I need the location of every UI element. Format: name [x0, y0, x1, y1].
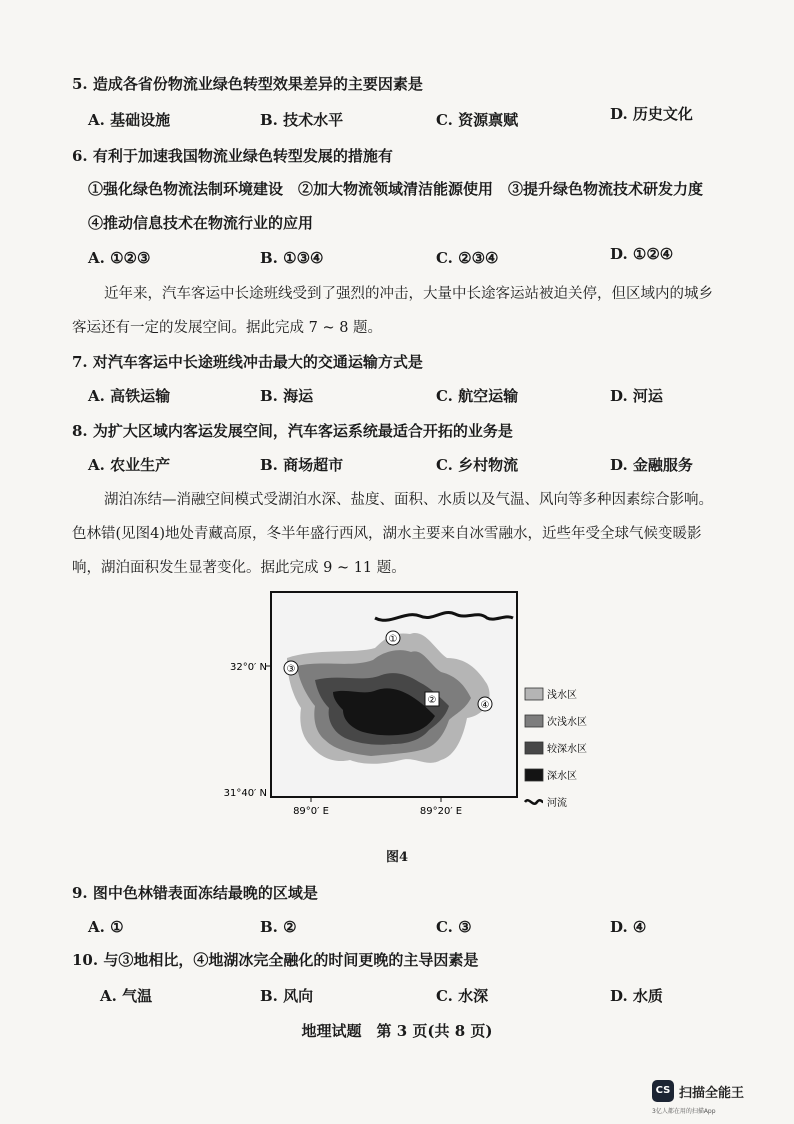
- q6-stem: 6. 有利于加速我国物流业绿色转型发展的措施有: [72, 147, 393, 165]
- q6-items-line1: ①强化绿色物流法制环境建设 ②加大物流领域清洁能源使用 ③提升绿色物流技术研发力度: [88, 180, 704, 198]
- q6-items-line2: ④推动信息技术在物流行业的应用: [88, 214, 314, 232]
- legend-label-secondary-shallow: 次浅水区: [547, 717, 587, 728]
- q6-option-d: D. ①②④: [610, 245, 674, 263]
- passage1-line2: 客运还有一定的发展空间。据此完成 7 ~ 8 题。: [72, 320, 383, 336]
- legend-label-deeper: 较深水区: [547, 744, 587, 755]
- svg-text:③: ③: [286, 664, 296, 675]
- q5-option-b: B. 技术水平: [260, 111, 344, 129]
- svg-text:④: ④: [480, 700, 490, 711]
- q9-option-c: C. ③: [436, 918, 472, 936]
- passage2-line3: 响，湖泊面积发生显著变化。据此完成 9 ~ 11 题。: [72, 560, 406, 576]
- q9-option-b: B. ②: [260, 918, 297, 936]
- legend-swatch-deeper: [525, 742, 543, 754]
- page-footer: 地理试题 第 3 页(共 8 页): [301, 1022, 493, 1040]
- q7-stem: 7. 对汽车客运中长途班线冲击最大的交通运输方式是: [72, 353, 423, 371]
- watermark-title: 扫描全能王: [679, 1086, 745, 1101]
- q10-option-b: B. 风向: [260, 987, 314, 1005]
- marker-1: [386, 631, 400, 645]
- q6-option-b: B. ①③④: [260, 249, 324, 267]
- q7-option-c: C. 航空运输: [436, 387, 519, 405]
- legend-label-river: 河流: [547, 798, 567, 809]
- q6-option-c: C. ②③④: [436, 249, 499, 267]
- q8-stem: 8. 为扩大区域内客运发展空间，汽车客运系统最适合开拓的业务是: [72, 422, 513, 440]
- figure-caption: 图4: [385, 850, 409, 865]
- q7-option-d: D. 河运: [610, 387, 663, 405]
- lat-top-label: 32°0′ N: [229, 662, 267, 673]
- lat-bottom-label: 31°40′ N: [223, 788, 267, 799]
- svg-text:②: ②: [427, 695, 437, 706]
- q10-option-a: A. 气温: [100, 987, 153, 1005]
- q9-option-d: D. ④: [610, 918, 647, 936]
- q10-stem: 10. 与③地相比，④地湖冰完全融化的时间更晚的主导因素是: [72, 951, 479, 969]
- figure4-lake-map: [215, 588, 587, 828]
- q5-option-c: C. 资源禀赋: [436, 111, 519, 129]
- marker-2: [425, 692, 439, 706]
- q8-option-a: A. 农业生产: [88, 456, 171, 474]
- cs-logo-icon: CS: [652, 1080, 674, 1102]
- q5-option-d: D. 历史文化: [610, 105, 693, 123]
- legend-label-deep: 深水区: [547, 771, 577, 782]
- map-legend: [525, 688, 587, 809]
- q8-option-c: C. 乡村物流: [436, 456, 519, 474]
- passage2-line1: 湖泊冻结—消融空间模式受湖泊水深、盐度、面积、水质以及气温、风向等多种因素综合影响。: [104, 492, 713, 508]
- passage1-line1: 近年来，汽车客运中长途班线受到了强烈的冲击，大量中长途客运站被迫关停，但区域内的城乡: [104, 286, 713, 302]
- lon-left-label: 89°0′ E: [293, 806, 329, 817]
- legend-swatch-secondary-shallow: [525, 715, 543, 727]
- q7-option-b: B. 海运: [260, 387, 314, 405]
- q10-option-d: D. 水质: [610, 987, 663, 1005]
- legend-label-shallow: 浅水区: [547, 690, 577, 701]
- q8-option-b: B. 商场超市: [260, 456, 344, 474]
- legend-swatch-shallow: [525, 688, 543, 700]
- marker-3: [284, 661, 298, 675]
- lon-right-label: 89°20′ E: [419, 806, 463, 817]
- q8-option-d: D. 金融服务: [610, 456, 693, 474]
- q7-option-a: A. 高铁运输: [88, 387, 171, 405]
- passage2-line2: 色林错(见图4)地处青藏高原，冬半年盛行西风，湖水主要来自冰雪融水，近些年受全球气候变暖影: [72, 526, 702, 542]
- legend-swatch-river: [525, 800, 543, 804]
- q5-option-a: A. 基础设施: [88, 111, 171, 129]
- q9-option-a: A. ①: [88, 918, 124, 936]
- q10-option-c: C. 水深: [436, 987, 489, 1005]
- watermark-subtitle: 3亿人都在用的扫描App: [652, 1108, 716, 1115]
- legend-swatch-deep: [525, 769, 543, 781]
- q5-stem: 5. 造成各省份物流业绿色转型效果差异的主要因素是: [72, 75, 423, 93]
- q9-stem: 9. 图中色林错表面冻结最晚的区域是: [72, 884, 318, 902]
- svg-text:①: ①: [388, 634, 398, 645]
- scanner-watermark: [652, 1080, 772, 1116]
- marker-4: [478, 697, 492, 711]
- q6-option-a: A. ①②③: [88, 249, 151, 267]
